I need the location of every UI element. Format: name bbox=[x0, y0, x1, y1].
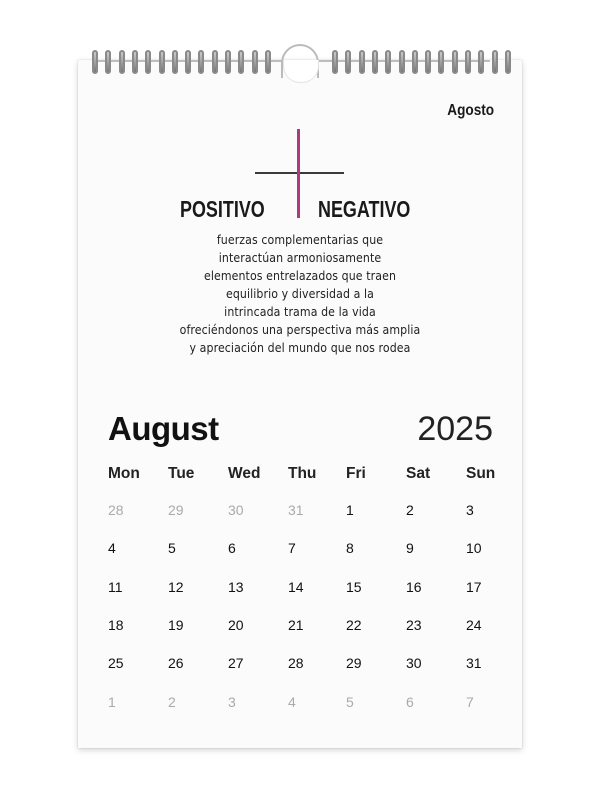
day-cell-other-month: 4 bbox=[288, 693, 296, 710]
weekday-header: Thu bbox=[288, 465, 317, 482]
weekday-header: Mon bbox=[108, 465, 140, 482]
quote-line: ofreciéndonos una perspectiva más amplia bbox=[179, 322, 421, 337]
day-cell: 29 bbox=[346, 655, 362, 672]
day-cell-other-month: 2 bbox=[168, 693, 176, 710]
binding-coil bbox=[345, 50, 351, 74]
day-cell-other-month: 31 bbox=[288, 502, 304, 518]
day-cell-other-month: 1 bbox=[108, 693, 116, 710]
quote-line: interactúan armoniosamente bbox=[218, 250, 382, 265]
day-cell: 18 bbox=[108, 616, 124, 633]
binding-coil bbox=[438, 50, 444, 74]
binding-coil bbox=[159, 50, 165, 74]
quote-line: elementos entrelazados que traen bbox=[203, 268, 397, 283]
day-cell: 11 bbox=[108, 578, 123, 595]
day-cell: 15 bbox=[346, 578, 362, 595]
day-cell: 4 bbox=[108, 540, 116, 557]
binding-coil bbox=[92, 50, 98, 74]
quote-line: intrincada trama de la vida bbox=[224, 304, 376, 319]
day-cell: 10 bbox=[466, 540, 482, 557]
day-cell-other-month: 30 bbox=[228, 502, 244, 518]
day-cell: 27 bbox=[228, 655, 244, 672]
day-cell: 24 bbox=[466, 616, 482, 633]
day-cell: 17 bbox=[466, 578, 482, 595]
day-cell: 30 bbox=[406, 655, 422, 672]
binding-coil bbox=[132, 50, 138, 74]
weekday-header: Sat bbox=[406, 465, 431, 482]
quote-line: fuerzas complementarias que bbox=[216, 232, 384, 247]
day-cell: 21 bbox=[288, 616, 304, 633]
binding-coil bbox=[238, 50, 244, 74]
binding-coil bbox=[399, 50, 405, 74]
day-cell: 9 bbox=[406, 540, 414, 557]
quote-text bbox=[150, 231, 450, 357]
day-cell: 14 bbox=[288, 578, 304, 595]
quote-line: equilibrio y diversidad a la bbox=[225, 286, 375, 301]
binding-coil bbox=[412, 50, 418, 74]
quote-line: y apreciación del mundo que nos rodea bbox=[189, 340, 411, 355]
binding-coil bbox=[198, 50, 204, 74]
weekday-header: Tue bbox=[168, 465, 195, 482]
binding-coil bbox=[359, 50, 365, 74]
day-cell: 25 bbox=[108, 655, 124, 672]
positive-word: POSITIVO bbox=[180, 196, 265, 222]
calendar-year: 2025 bbox=[417, 410, 493, 448]
binding-coil bbox=[225, 50, 231, 74]
binding-coil bbox=[372, 50, 378, 74]
binding-coil bbox=[185, 50, 191, 74]
day-cell: 23 bbox=[406, 616, 422, 633]
day-cell-other-month: 5 bbox=[346, 693, 354, 710]
binding-coil bbox=[385, 50, 391, 74]
day-cell: 8 bbox=[346, 540, 354, 557]
binding-coil bbox=[332, 50, 338, 74]
calendar-month: August bbox=[108, 410, 219, 447]
binding-coil bbox=[145, 50, 151, 74]
month-name-spanish: Agosto bbox=[447, 102, 494, 119]
binding-coil bbox=[119, 50, 125, 74]
day-cell: 31 bbox=[466, 655, 482, 672]
binding-coil bbox=[465, 50, 471, 74]
day-cell: 12 bbox=[168, 578, 184, 595]
day-cell-other-month: 28 bbox=[108, 502, 124, 518]
binding-coil bbox=[452, 50, 458, 74]
day-cell: 5 bbox=[168, 540, 176, 557]
day-cell: 7 bbox=[288, 540, 296, 557]
weekday-header: Sun bbox=[466, 465, 496, 482]
binding-coil bbox=[505, 50, 511, 74]
day-cell: 28 bbox=[288, 655, 304, 672]
day-cell: 1 bbox=[346, 502, 354, 518]
binding-coil bbox=[478, 50, 484, 74]
day-cell: 13 bbox=[228, 578, 244, 595]
day-cell: 3 bbox=[466, 502, 474, 518]
day-cell-other-month: 29 bbox=[168, 502, 184, 518]
negative-word: NEGATIVO bbox=[318, 196, 411, 222]
binding-coil bbox=[425, 50, 431, 74]
binding-coil bbox=[252, 50, 258, 74]
day-cell-other-month: 3 bbox=[228, 693, 236, 710]
binding-coil bbox=[265, 50, 271, 74]
binding-coil bbox=[105, 50, 111, 74]
day-cell: 22 bbox=[346, 616, 362, 633]
weekday-header: Wed bbox=[228, 465, 261, 482]
vertical-line bbox=[297, 129, 300, 218]
day-cell: 19 bbox=[168, 616, 184, 633]
binding-coil bbox=[212, 50, 218, 74]
weekday-header: Fri bbox=[346, 465, 366, 482]
day-cell-other-month: 7 bbox=[466, 693, 474, 710]
binding-coil bbox=[172, 50, 178, 74]
day-cell: 2 bbox=[406, 502, 414, 518]
day-cell: 16 bbox=[406, 578, 422, 595]
day-cell-other-month: 6 bbox=[406, 693, 414, 710]
calendar-page bbox=[78, 60, 522, 748]
day-cell: 6 bbox=[228, 540, 236, 557]
day-cell: 20 bbox=[228, 616, 244, 633]
binding-coil bbox=[492, 50, 498, 74]
day-cell: 26 bbox=[168, 655, 184, 672]
